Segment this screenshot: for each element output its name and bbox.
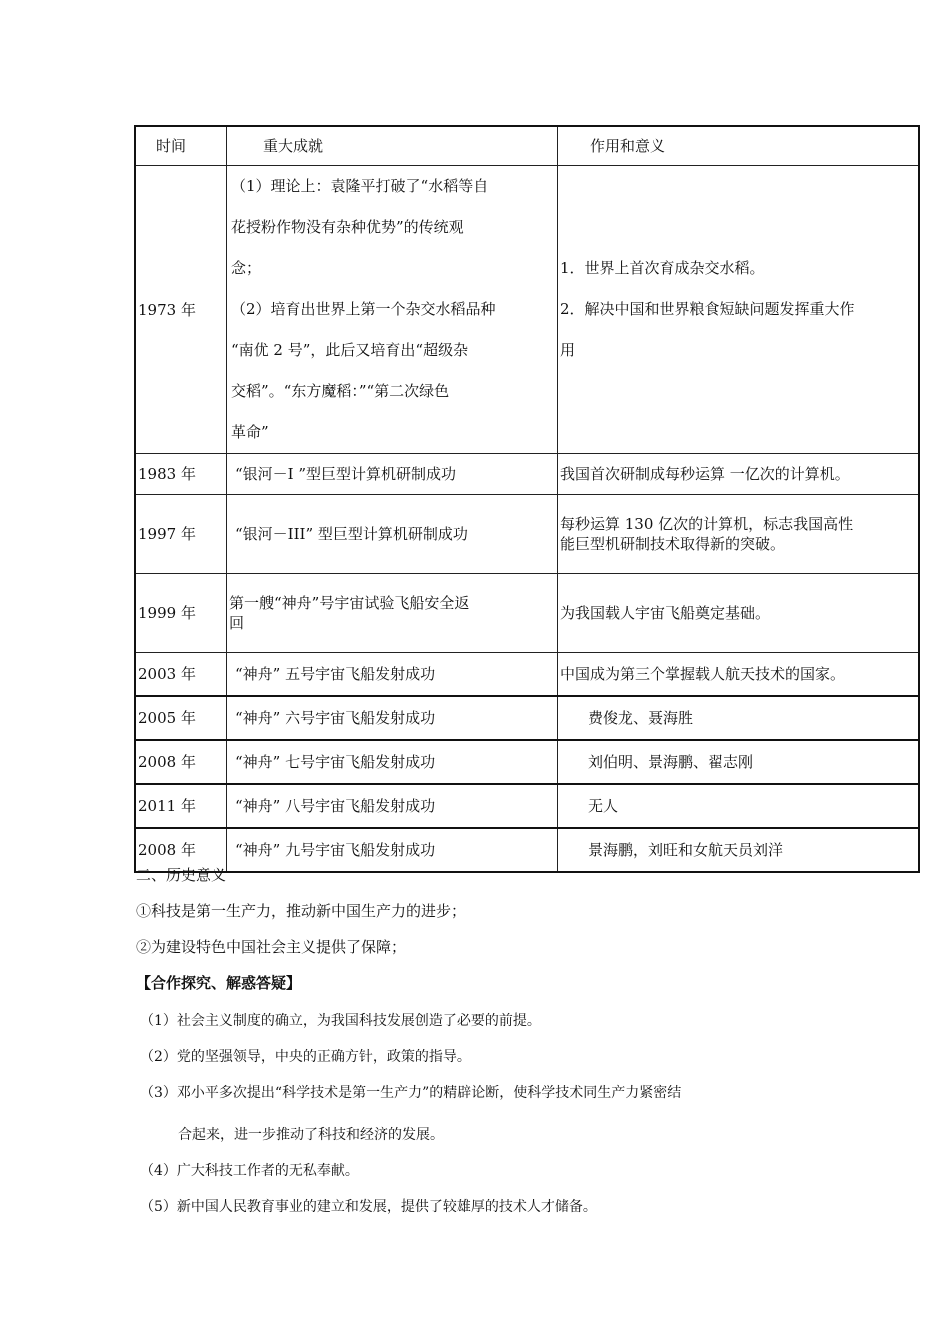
row-achievement [227,166,558,454]
row-meaning: 无人 [558,784,920,828]
text-line: “南优 2 号”，此后又培育出“超级杂 [231,341,469,359]
row-year: 2008 年 [135,828,227,872]
section-title: 二、历史意义 [136,866,227,884]
row-meaning [558,166,920,454]
achievements-table [134,125,920,873]
discussion-item: （4）广大科技工作者的无私奉献。 [140,1163,359,1179]
row-year: 2005 年 [135,696,227,740]
row-achievement: “神舟” 七号宇宙飞船发射成功 [227,740,558,784]
table-row [135,784,919,828]
row-meaning: 费俊龙、聂海胜 [558,696,920,740]
row-achievement: “神舟” 五号宇宙飞船发射成功 [227,653,558,697]
row-year: 1997 年 [135,495,227,574]
row-meaning [558,495,920,574]
row-achievement: “神舟” 六号宇宙飞船发射成功 [227,696,558,740]
row-meaning: 刘伯明、景海鹏、翟志刚 [558,740,920,784]
text-line: 每秒运算 130 亿次的计算机，标志我国高性 [560,515,854,533]
text-line: 能巨型机研制技术取得新的突破。 [560,535,786,553]
row-meaning: 为我国载人宇宙飞船奠定基础。 [558,574,920,653]
row-year: 2008 年 [135,740,227,784]
discussion-title: 【合作探究、解惑答疑】 [136,974,302,992]
significance-point: ①科技是第一生产力，推动新中国生产力的进步； [136,902,467,920]
table-row [135,166,919,454]
text-line: 念； [231,259,262,277]
table-row [135,495,919,574]
row-year: 1999 年 [135,574,227,653]
row-achievement: “银河－Ⅰ ”型巨型计算机研制成功 [227,454,558,495]
row-year: 1983 年 [135,454,227,495]
text-line: 革命” [231,423,269,441]
text-line: 交稻”。“东方魔稻：”“第二次绿色 [231,382,450,400]
text-line: 回 [229,614,245,632]
text-line: 用 [560,341,576,359]
discussion-item: （3）邓小平多次提出“科学技术是第一生产力”的精辟论断，使科学技术同生产力紧密结 [140,1085,682,1101]
text-line: 第一艘“神舟”号宇宙试验飞船安全返 [229,594,470,612]
table-row [135,574,919,653]
text-line: （1）理论上：袁隆平打破了“水稻等自 [231,177,489,195]
discussion-item-continued: 合起来，进一步推动了科技和经济的发展。 [178,1127,444,1143]
discussion-item: （1）社会主义制度的确立，为我国科技发展创造了必要的前提。 [140,1013,541,1029]
table-header-row [135,126,919,166]
row-meaning: 景海鹏，刘旺和女航天员刘洋 [558,828,920,872]
row-achievement: “神舟” 八号宇宙飞船发射成功 [227,784,558,828]
header-meaning: 作用和意义 [558,126,920,166]
table-row [135,696,919,740]
row-meaning: 我国首次研制成每秒运算 一亿次的计算机。 [558,454,920,495]
significance-point: ②为建设特色中国社会主义提供了保障； [136,938,407,956]
discussion-item: （2）党的坚强领导，中央的正确方针，政策的指导。 [140,1049,471,1065]
row-meaning: 中国成为第三个掌握载人航天技术的国家。 [558,653,920,697]
text-line: 花授粉作物没有杂种优势”的传统观 [231,218,464,236]
header-achievement: 重大成就 [227,126,558,166]
header-time: 时间 [135,126,227,166]
text-line: 1．世界上首次育成杂交水稻。 [560,259,765,277]
table-row [135,740,919,784]
table-row [135,454,919,495]
row-year: 2003 年 [135,653,227,697]
text-line: 2．解决中国和世界粮食短缺问题发挥重大作 [560,300,855,318]
row-achievement [227,574,558,653]
row-achievement: “神舟” 九号宇宙飞船发射成功 [227,828,558,872]
discussion-item: （5）新中国人民教育事业的建立和发展，提供了较雄厚的技术人才储备。 [140,1199,597,1215]
table-row [135,653,919,697]
row-year: 1973 年 [135,166,227,454]
row-achievement: “银河－III” 型巨型计算机研制成功 [227,495,558,574]
text-line: （2）培育出世界上第一个杂交水稻品种 [231,300,496,318]
row-year: 2011 年 [135,784,227,828]
